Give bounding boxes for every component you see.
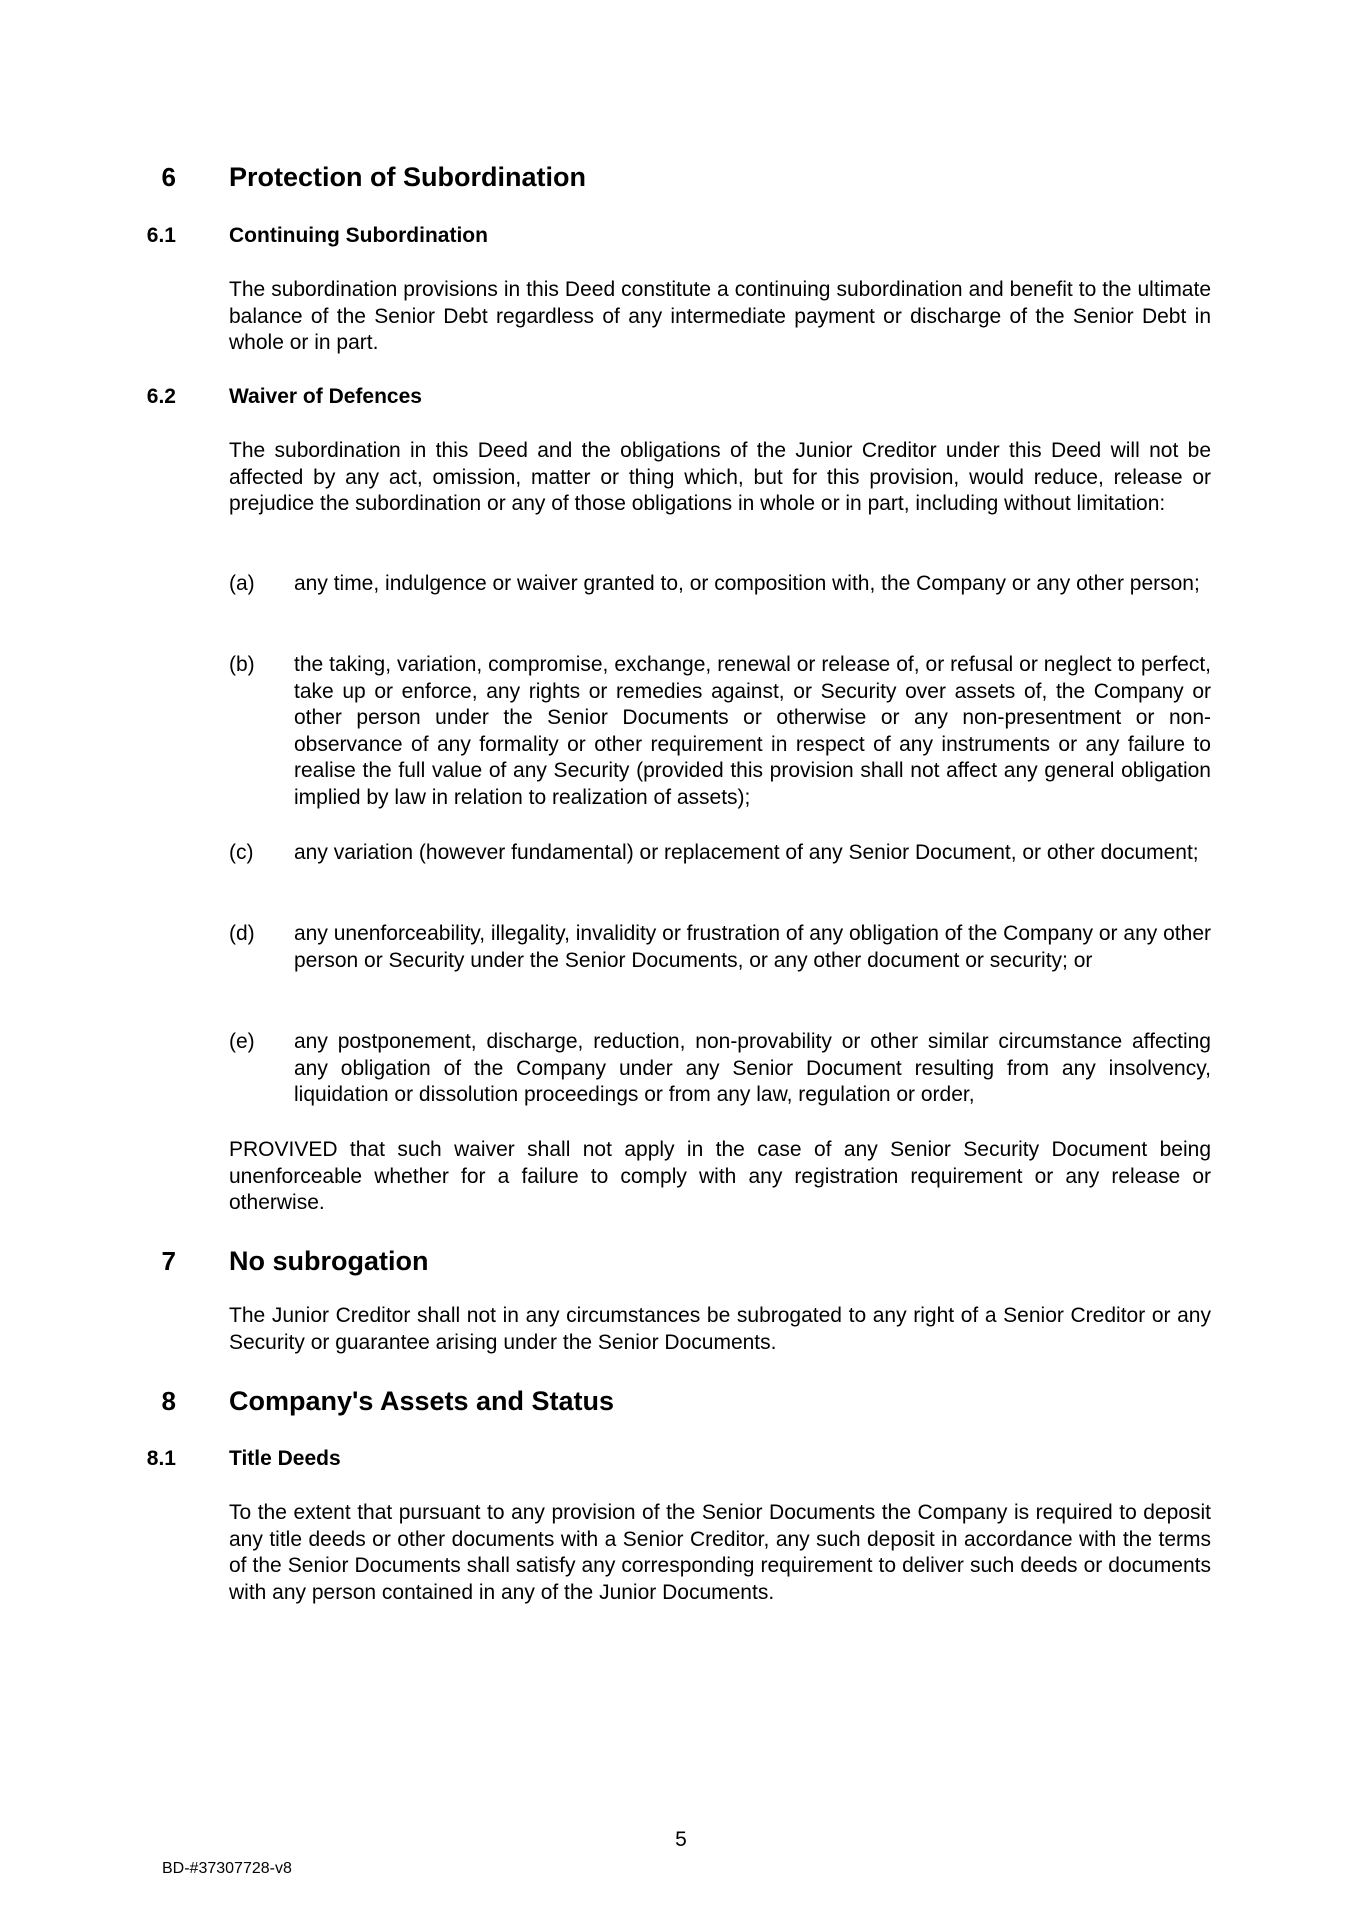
item-e-text: any postponement, discharge, reduction, non-provability or other similar circumstance affecting any obligation of the Company under any Senior Document resulting from any insolvency, liquidation or dissolution proceedings or from any law, regulation or order,	[294, 1030, 1211, 1107]
item-c-text: any variation (however fundamental) or replacement of any Senior Document, or other document;	[294, 841, 1199, 864]
section-6-1-heading: Continuing Subordination	[229, 224, 488, 247]
section-6-1-text: The subordination provisions in this Deed constitute a continuing subordination and benefit to the ultimate balance of the Senior Debt regardless of any intermediate payment or discharge of the Senior Debt in whole or in part.	[229, 278, 1211, 355]
item-b-label: (b)	[229, 653, 255, 676]
section-7-heading: No subrogation	[229, 1246, 429, 1276]
item-a-text: any time, indulgence or waiver granted to, or composition with, the Company or any other person;	[294, 572, 1200, 595]
section-6-1-number: 6.1	[146, 224, 176, 247]
item-d-text: any unenforceability, illegality, invalidity or frustration of any obligation of the Company or any other person or Security under the Senior Documents, or any other document or security; or	[294, 922, 1211, 972]
item-b-text: the taking, variation, compromise, exchange, renewal or release of, or refusal or neglect to perfect, take up or enforce, any rights or remedies against, or Security over assets of, the Company or other person under the Senior Documents or otherwise or any non-presentment or non-observance of any formality or other requirement in respect of any instruments or any failure to realise the full value of any Security (provided this provision shall not affect any general obligation implied by law in relation to realization of assets);	[294, 653, 1211, 809]
section-7-text: The Junior Creditor shall not in any circumstances be subrogated to any right of a Senior Creditor or any Security or guarantee arising under the Senior Documents.	[229, 1304, 1211, 1354]
section-6-number: 6	[161, 162, 176, 192]
section-6-2-number: 6.2	[146, 385, 176, 408]
item-a-label: (a)	[229, 572, 255, 595]
section-6-heading: Protection of Subordination	[229, 162, 586, 192]
page-number: 5	[675, 1828, 687, 1851]
section-8-1-heading: Title Deeds	[229, 1447, 341, 1470]
item-c-label: (c)	[229, 841, 254, 864]
section-6-2-intro: The subordination in this Deed and the obligations of the Junior Creditor under this Deed will not be affected by any act, omission, matter or thing which, but for this provision, would reduce, release or prejudice the subordination or any of those obligations in whole or in part, including without limitation:	[229, 439, 1211, 516]
section-7-number: 7	[161, 1246, 176, 1276]
item-d-label: (d)	[229, 922, 255, 945]
item-e-label: (e)	[229, 1030, 255, 1053]
section-6-2-heading: Waiver of Defences	[229, 385, 422, 408]
section-8-1-number: 8.1	[146, 1447, 176, 1470]
section-8-number: 8	[161, 1386, 176, 1416]
document-reference: BD-#37307728-v8	[162, 1860, 292, 1877]
section-6-2-proviso: PROVIVED that such waiver shall not apply in the case of any Senior Security Document being unenforceable whether for a failure to comply with any registration requirement or any release or otherwise.	[229, 1138, 1211, 1215]
section-8-1-text: To the extent that pursuant to any provision of the Senior Documents the Company is required to deposit any title deeds or other documents with a Senior Creditor, any such deposit in accordance with the terms of the Senior Documents shall satisfy any corresponding requirement to deliver such deeds or documents with any person contained in any of the Junior Documents.	[229, 1501, 1211, 1604]
section-8-heading: Company's Assets and Status	[229, 1386, 615, 1416]
